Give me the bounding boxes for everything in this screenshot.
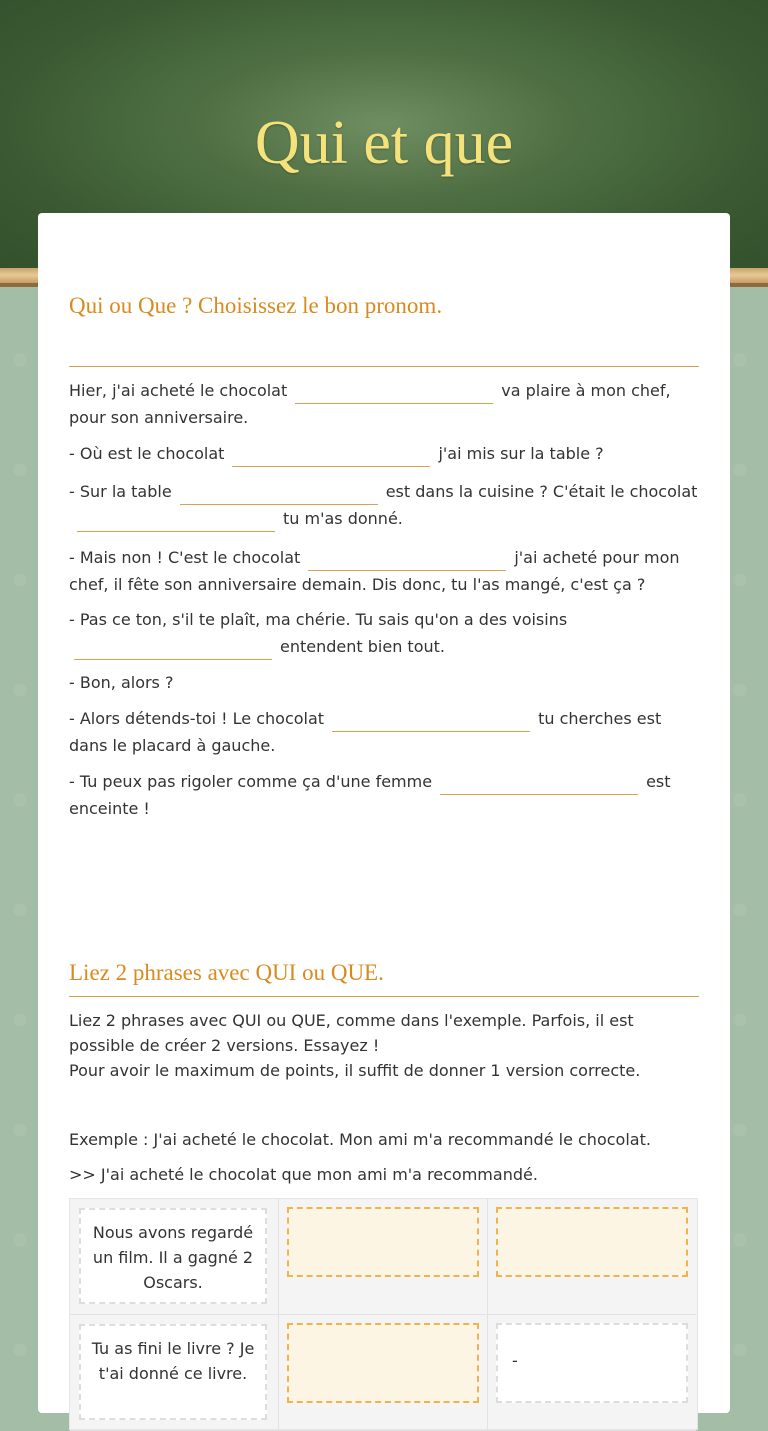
grid-row-2-drop-1	[279, 1315, 488, 1431]
blank-input-3[interactable]	[180, 484, 378, 505]
blank-input-7[interactable]	[332, 711, 530, 732]
example-sentence: Exemple : J'ai acheté le chocolat. Mon ami m'a recommandé le chocolat.	[69, 1130, 651, 1149]
exercise-line-4: - Mais non ! C'est le chocolat j'ai acheté pour mon chef, il fête son anniversaire demain. Dis donc, tu l'as mangé, c'est ça ?	[69, 548, 680, 594]
grid-row-2-prompt	[70, 1315, 279, 1431]
exercise-line-2: - Où est le chocolat j'ai mis sur la table ?	[69, 440, 699, 467]
worksheet-card	[38, 213, 730, 1413]
blank-input-1[interactable]	[295, 383, 493, 404]
answer-drop-zone[interactable]	[496, 1207, 688, 1277]
section-1-rule	[69, 366, 699, 367]
section-2-rule	[69, 996, 699, 997]
section-1-title: Qui ou Que ? Choisissez le bon pronom.	[69, 293, 443, 318]
grid-row-1-drop-1	[279, 1199, 488, 1315]
answer-drop-zone[interactable]	[287, 1323, 479, 1403]
grid-row-2-slot	[488, 1315, 696, 1431]
blank-input-8[interactable]	[440, 774, 638, 795]
exercise-line-1: Hier, j'ai acheté le chocolat va plaire à mon chef, pour son anniversaire.	[69, 381, 671, 427]
section-2-intro: Liez 2 phrases avec QUI ou QUE, comme dans l'exemple. Parfois, il est possible de créer 2 versions. Essayez ! Pour avoir le maximum de points, il suffit de donner 1 version correcte.	[69, 1011, 641, 1080]
exercise-line-5: - Pas ce ton, s'il te plaît, ma chérie. Tu sais qu'on a des voisins entendent bien tout.	[69, 606, 699, 660]
answer-drop-zone[interactable]	[287, 1207, 479, 1277]
blank-input-4[interactable]	[77, 511, 275, 532]
grid-row-1-drop-2	[488, 1199, 696, 1315]
exercise-line-7: - Alors détends-toi ! Le chocolat tu cherches est dans le placard à gauche.	[69, 709, 662, 755]
exercise-line-6: - Bon, alors ?	[69, 673, 174, 692]
example-answer: >> J'ai acheté le chocolat que mon ami m'a recommandé.	[69, 1165, 538, 1184]
sentence-grid	[69, 1198, 698, 1430]
exercise-line-3: - Sur la table est dans la cuisine ? C'était le chocolattu m'as donné.	[69, 478, 699, 532]
exercise-line-8: - Tu peux pas rigoler comme ça d'une femme est enceinte !	[69, 772, 671, 818]
prompt-card: Nous avons regardé un film. Il a gagné 2 Oscars.	[79, 1208, 267, 1304]
grid-row-1-prompt	[70, 1199, 279, 1315]
blank-input-2[interactable]	[232, 446, 430, 467]
prompt-card: Tu as fini le livre ? Je t'ai donné ce livre.	[79, 1324, 267, 1420]
page-title: Qui et que	[254, 109, 514, 177]
answer-slot-text: -	[512, 1351, 518, 1370]
answer-slot[interactable]	[496, 1323, 688, 1403]
blank-input-5[interactable]	[308, 550, 506, 571]
section-2-title: Liez 2 phrases avec QUI ou QUE.	[69, 960, 384, 985]
blank-input-6[interactable]	[74, 639, 272, 660]
